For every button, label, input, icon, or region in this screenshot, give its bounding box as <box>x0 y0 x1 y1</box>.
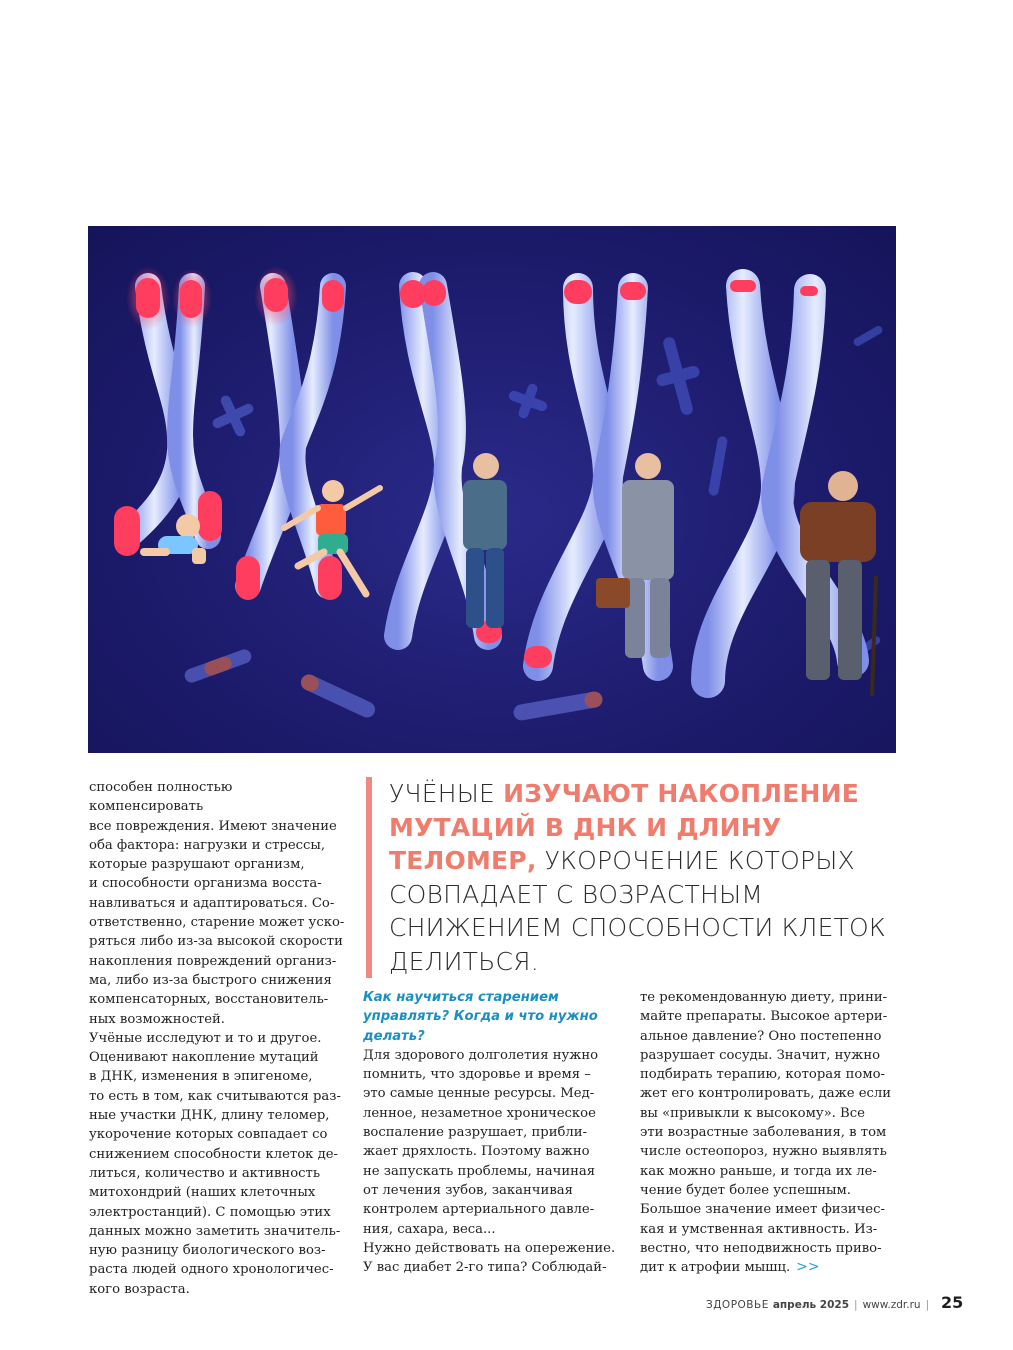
right-paragraph-1 <box>640 988 898 1277</box>
magazine-brand: ЗДОРОВЬЕ <box>706 1299 769 1311</box>
page-number: 25 <box>941 1293 964 1312</box>
middle-paragraph-2: Нужно действовать на опережение. У вас диабет 2-го типа? Соблюдай- <box>363 1240 616 1276</box>
issue-date: апрель 2025 <box>772 1299 850 1311</box>
chromosome-1 <box>114 266 222 556</box>
website-link[interactable]: www.zdr.ru <box>862 1299 921 1311</box>
continue-arrow-icon: >> <box>796 1259 820 1276</box>
footer-separator-end: | <box>925 1299 930 1311</box>
pull-quote <box>366 777 926 978</box>
page-footer <box>706 1296 966 1314</box>
left-text-column <box>89 778 347 1299</box>
chromosome-aging-illustration <box>88 226 896 753</box>
right-text-column <box>640 988 898 1277</box>
right-paragraph-text: те рекомендованную диету, прини- майте препараты. Высокое артери- альное давление? Оно постепенно разрушает сосуды. Значит, нужно подбирать терапию, которая помо- жет его контролировать, даже если вы «привыкли к высокому». Все эти возрастные заболевания, в том числе остеопороз, нужно выявлять как можно раньше, и тогда их ле- чение будет более успешным. Большое значение имеет физичес- кая и умственная активность. Из- вестно, что неподвижность приво- дит к атрофии мышц. <box>640 990 892 1276</box>
pull-quote-accent: ИЗУЧАЮТ НАКОПЛЕНИЕ МУТАЦИЙ В ДНК И ДЛИНУ ТЕЛОМЕР, <box>389 779 860 875</box>
pull-quote-tail: УКОРОЧЕНИЕ КОТОРЫХ СОВПАДАЕТ С ВОЗРАСТНЫМ СНИЖЕНИЕМ СПОСОБНОСТИ КЛЕТОК ДЕЛИТЬСЯ. <box>389 846 886 976</box>
footer-separator: | <box>854 1299 858 1311</box>
left-paragraph-2: Учёные исследуют и то и другое. Оценивают накопление мутаций в ДНК, изменения в эпигеноме, то есть в том, как считываются раз- ные участки ДНК, длину теломер, укорочение которых совпадает со снижением способности клеток де- литься, количество и активность митохондрий (наших клеточных электростанций). С помощью этих данных можно заметить значитель- ную разницу биологического воз- раста людей одного хронологичес- кого возраста. <box>89 1030 341 1297</box>
section-subheading: Как научиться старением управлять? Когда и что нужно делать? <box>363 990 598 1044</box>
pull-quote-lead: УЧЁНЫЕ <box>389 779 504 808</box>
left-paragraph-1: способен полностью компенсировать все повреждения. Имеют значение оба фактора: нагрузки и стрессы, которые разрушают организм, и способности организма восста- навливаться и адаптироваться. Со- ответственно, старение может уско- ряться либо из-за высокой скорости накопления повреждений организ- ма, либо из-за быстрого снижения компенсаторных, восстановитель- ных возможностей. <box>89 780 345 1027</box>
middle-text-column <box>363 988 625 1277</box>
middle-paragraph-1: Для здорового долголетия нужно помнить, что здоровье и время – это самые ценные ресурсы. Мед- ленное, незаметное хроническое воспаление разрушает, прибли- жает дряхлость. Поэтому важно не запускать проблемы, начиная от лечения зубов, заканчивая контролем артериального давле- ния, сахара, веса... <box>363 1047 599 1237</box>
